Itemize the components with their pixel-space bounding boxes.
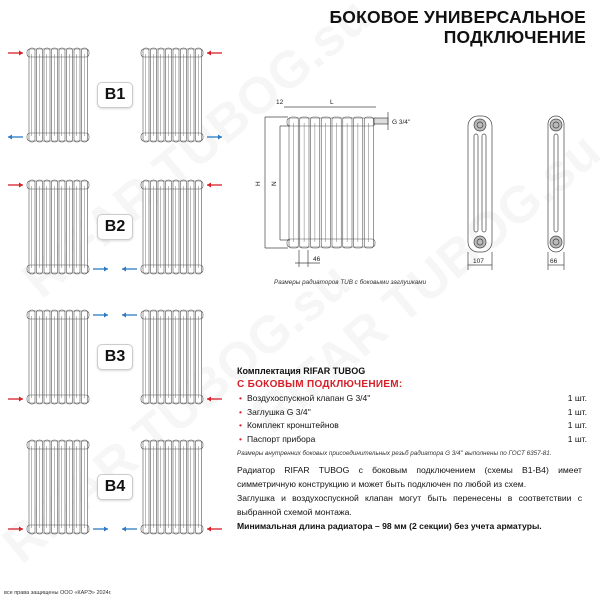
supply-arrow-icon xyxy=(8,527,23,532)
kit-item xyxy=(237,434,587,448)
supply-arrow-icon xyxy=(8,397,23,402)
bullet-icon: • xyxy=(239,393,242,403)
dim-L: L xyxy=(330,99,334,106)
return-arrow-icon xyxy=(122,267,137,272)
scheme-label: B4 xyxy=(97,474,133,500)
supply-arrow-icon xyxy=(8,51,23,56)
kit-item-name: Воздухоспускной клапан G 3/4'' xyxy=(246,393,371,403)
scheme-label: B2 xyxy=(97,214,133,240)
kit-item-name: Комплект кронштейнов xyxy=(246,420,339,430)
kit-item xyxy=(237,420,587,434)
scheme-label: B3 xyxy=(97,344,133,370)
kit-item-name: Заглушка G 3/4'' xyxy=(246,406,311,417)
bullet-icon: • xyxy=(239,420,242,430)
description-p1: Радиатор RIFAR TUBOG с боковым подключением (схемы B1-B4) имеет симметричную конструкцию и может быть подключен по любой из схем. xyxy=(237,465,582,489)
kit-item-qty: 1 шт. xyxy=(567,406,587,417)
kit-subheading: С БОКОВЫМ ПОДКЛЮЧЕНИЕМ: xyxy=(237,379,403,390)
kit-note: Размеры внутренних боковых присоединительных резьб радиатора G 3/4'' выполнены по ГОСТ 6357-81. xyxy=(237,450,552,457)
kit-item xyxy=(237,393,587,407)
return-arrow-icon xyxy=(93,527,108,532)
supply-arrow-icon xyxy=(207,183,222,188)
bullet-icon: • xyxy=(239,433,242,444)
page-title xyxy=(329,7,586,47)
supply-arrow-icon xyxy=(207,527,222,532)
copyright: все права защищены ООО «КАРЭ» 2024г. xyxy=(4,590,112,596)
kit-item-qty: 1 шт. xyxy=(567,393,587,403)
dim-N: N xyxy=(271,181,278,186)
kit-section xyxy=(237,366,587,457)
return-arrow-icon xyxy=(207,135,222,140)
supply-arrow-icon xyxy=(207,51,222,56)
kit-item-name: Паспорт прибора xyxy=(246,433,316,444)
kit-item-qty: 1 шт. xyxy=(567,433,587,444)
return-arrow-icon xyxy=(93,267,108,272)
dim-H: H xyxy=(255,181,262,186)
bullet-icon: • xyxy=(239,406,242,417)
dimension-drawing xyxy=(250,90,600,280)
dim-46: 46 xyxy=(313,256,321,263)
return-arrow-icon xyxy=(93,313,108,318)
description xyxy=(237,463,582,533)
return-arrow-icon xyxy=(122,313,137,318)
dim-12: 12 xyxy=(276,99,284,106)
kit-item xyxy=(237,407,587,421)
kit-heading: Комплектация RIFAR TUBOG xyxy=(237,366,366,376)
title-line-1: БОКОВОЕ УНИВЕРСАЛЬНОЕ xyxy=(329,7,586,27)
dim-107: 107 xyxy=(473,258,484,265)
supply-arrow-icon xyxy=(207,397,222,402)
return-arrow-icon xyxy=(122,527,137,532)
kit-item-qty: 1 шт. xyxy=(567,420,587,430)
return-arrow-icon xyxy=(8,135,23,140)
dim-thread: G 3/4'' xyxy=(392,119,411,126)
dim-66: 66 xyxy=(550,258,558,265)
drawing-caption: Размеры радиаторов TUB с боковыми заглушками xyxy=(274,279,427,286)
scheme-label: B1 xyxy=(97,82,133,108)
description-p2: Заглушка и воздухоспускной клапан могут быть перенесены в соответствии с выбранной схемой монтажа. xyxy=(237,493,582,517)
supply-arrow-icon xyxy=(8,183,23,188)
description-p3: Минимальная длина радиатора – 98 мм (2 секции) без учета арматуры. xyxy=(237,521,542,531)
title-line-2: ПОДКЛЮЧЕНИЕ xyxy=(443,27,586,47)
